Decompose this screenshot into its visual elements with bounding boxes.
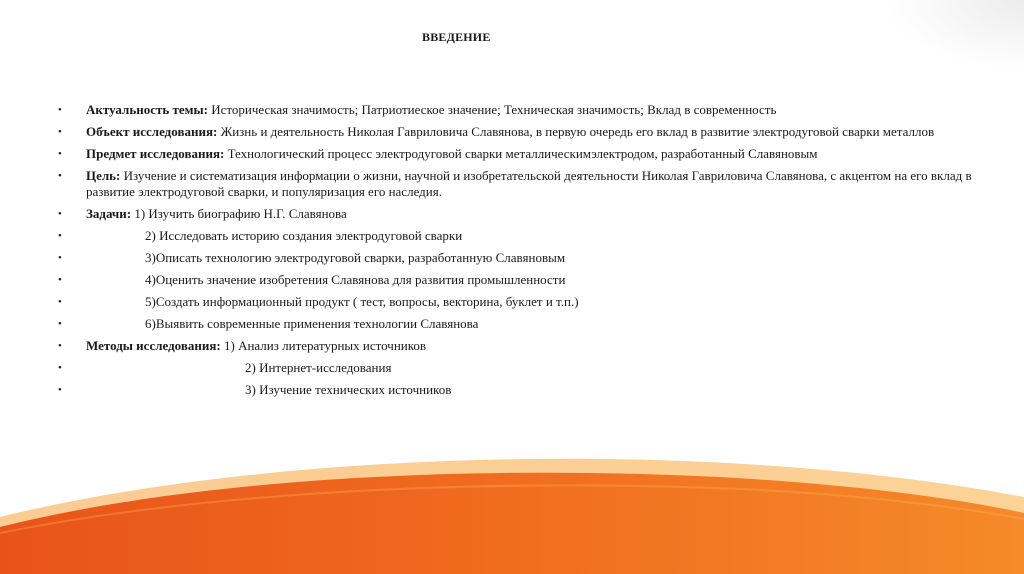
list-item-methods (57, 338, 987, 354)
bullet-icon: • (58, 318, 62, 330)
list-item-method-3 (57, 382, 987, 398)
item-text: 6)Выявить современные применения технологии Славянова (145, 316, 479, 331)
list-item-task-6 (57, 316, 987, 332)
item-text: Технологический процесс электродуговой сварки металлическимэлектродом, разработанный Славяновым (224, 146, 818, 161)
item-label: Задачи: (86, 206, 132, 221)
bullet-list (57, 102, 987, 404)
bullet-icon: • (58, 208, 62, 220)
slide-title: ВВЕДЕНИЕ (422, 30, 491, 44)
item-label: Предмет исследования: (86, 146, 225, 161)
item-text: 2) Исследовать историю создания электродуговой сварки (145, 228, 463, 243)
item-text: 3)Описать технологию электродуговой сварки, разработанную Славяновым (145, 250, 566, 265)
item-text: 4)Оценить значение изобретения Славянова для развития промышленности (145, 272, 566, 287)
list-item-subject (57, 146, 987, 162)
bullet-icon: • (58, 104, 62, 116)
list-item-task-4 (57, 272, 987, 288)
bullet-icon: • (58, 362, 62, 374)
list-item-method-2 (57, 360, 987, 376)
bullet-icon: • (58, 296, 62, 308)
item-text: 2) Интернет-исследования (245, 360, 392, 375)
item-text: 1) Анализ литературных источников (220, 338, 427, 353)
orange-wave-decoration (0, 455, 1024, 574)
item-text: 1) Изучить биографию Н.Г. Славянова (131, 206, 347, 221)
item-text: Жизнь и деятельность Николая Гавриловича Славянова, в первую очередь его вклад в развитие электродуговой сварки металлов (217, 124, 935, 139)
bullet-icon: • (58, 148, 62, 160)
bullet-icon: • (58, 252, 62, 264)
item-label: Актуальность темы: (86, 102, 208, 117)
item-text: Историческая значимость; Патриотиеское значение; Техническая значимость; Вклад в современность (207, 102, 777, 117)
bullet-icon: • (58, 384, 62, 396)
bullet-icon: • (58, 170, 62, 182)
item-label: Объект исследования: (86, 124, 218, 139)
item-label: Методы исследования: (86, 338, 221, 353)
item-text: 5)Создать информационный продукт ( тест, вопросы, векторина, буклет и т.п.) (145, 294, 579, 309)
list-item-task-3 (57, 250, 987, 266)
item-text: Изучение и систематизация информации о жизни, научной и изобретательской деятельности Николая Гавриловича Славянова, с акцентом на его вклад в развитие электродуговой сварки, и популяризация его наследия. (86, 168, 972, 199)
item-text: 3) Изучение технических источников (245, 382, 452, 397)
bullet-icon: • (58, 126, 62, 138)
bullet-icon: • (58, 274, 62, 286)
item-label: Цель: (86, 168, 121, 183)
list-item-task-5 (57, 294, 987, 310)
list-item-goal (57, 168, 987, 200)
list-item-relevance (57, 102, 987, 118)
bullet-icon: • (58, 340, 62, 352)
list-item-task-2 (57, 228, 987, 244)
bullet-icon: • (58, 230, 62, 242)
list-item-tasks (57, 206, 987, 222)
corner-shadow (884, 0, 1024, 70)
list-item-object (57, 124, 987, 140)
